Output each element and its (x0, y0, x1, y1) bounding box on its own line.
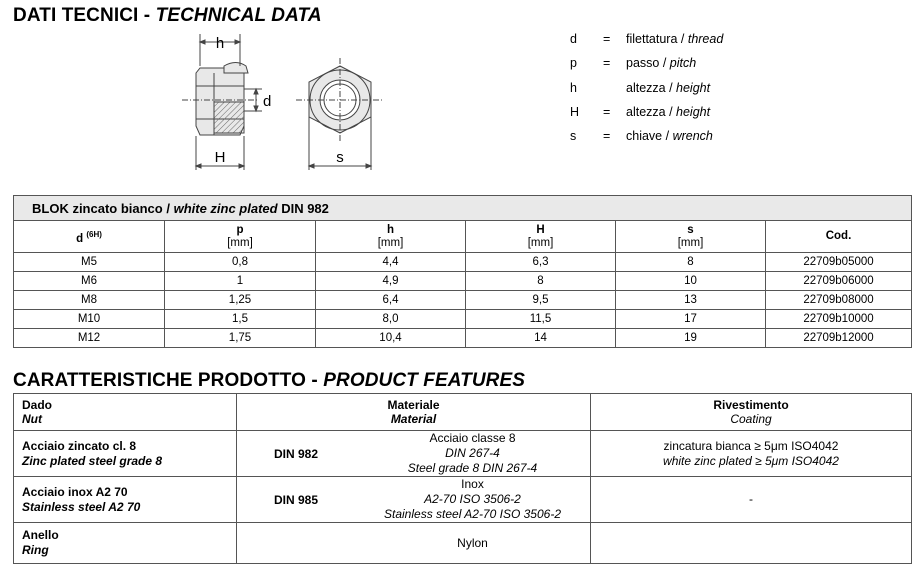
table-row: M8 1,25 6,4 9,5 13 22709b08000 (14, 291, 912, 310)
table-row: M10 1,5 8,0 11,5 17 22709b10000 (14, 310, 912, 329)
col-s: s [mm] (616, 221, 766, 253)
col-cod: Cod. (766, 221, 912, 253)
label-d: d (263, 93, 272, 110)
label-s: s (336, 149, 344, 166)
col-coating: Rivestimento Coating (591, 394, 912, 431)
table-row: Acciaio zincato cl. 8 Zinc plated steel grade 8 DIN 982 Acciaio classe 8 DIN 267-4 Steel grade 8 DIN 267-4 zincatura bianca ≥ 5μm ISO4042 white zinc plated ≥ 5μm ISO4042 (14, 431, 912, 477)
nut-drawing (170, 26, 400, 176)
table-row: M6 1 4,9 8 10 22709b06000 (14, 272, 912, 291)
features-table (13, 393, 912, 564)
specs-table (13, 195, 912, 348)
title-it: DATI TECNICI - (13, 5, 156, 26)
table-row: M12 1,75 10,4 14 19 22709b12000 (14, 329, 912, 348)
specs-caption-row (14, 196, 912, 221)
col-h: h [mm] (316, 221, 466, 253)
title-en: TECHNICAL DATA (155, 5, 322, 26)
col-material: Materiale Material (237, 394, 591, 431)
page-title (13, 5, 322, 27)
specs-caption: BLOK zincato bianco / white zinc plated DIN 982 (14, 196, 912, 221)
table-row: Anello Ring Nylon (14, 523, 912, 564)
features-header-row (14, 394, 912, 431)
col-d: d $^{(6H)}$ (14, 221, 165, 253)
table-row: Acciaio inox A2 70 Stainless steel A2 70 DIN 985 Inox A2-70 ISO 3506-2 Stainless steel A2-70 ISO 3506-2 - (14, 477, 912, 523)
label-h: h (215, 35, 225, 52)
table-row: M5 0,8 4,4 6,3 8 22709b05000 (14, 253, 912, 272)
col-p: p [mm] (165, 221, 316, 253)
label-H: H (214, 149, 226, 166)
col-nut: Dado Nut (14, 394, 237, 431)
symbol-legend: d = filettatura / thread p = passo / pitch h altezza / height H = altezza / height s = chiave / wrench (570, 32, 724, 143)
col-H: H [mm] (466, 221, 616, 253)
features-title: CARATTERISTICHE PRODOTTO - PRODUCT FEATURES (13, 370, 526, 391)
specs-header-row (14, 221, 912, 253)
